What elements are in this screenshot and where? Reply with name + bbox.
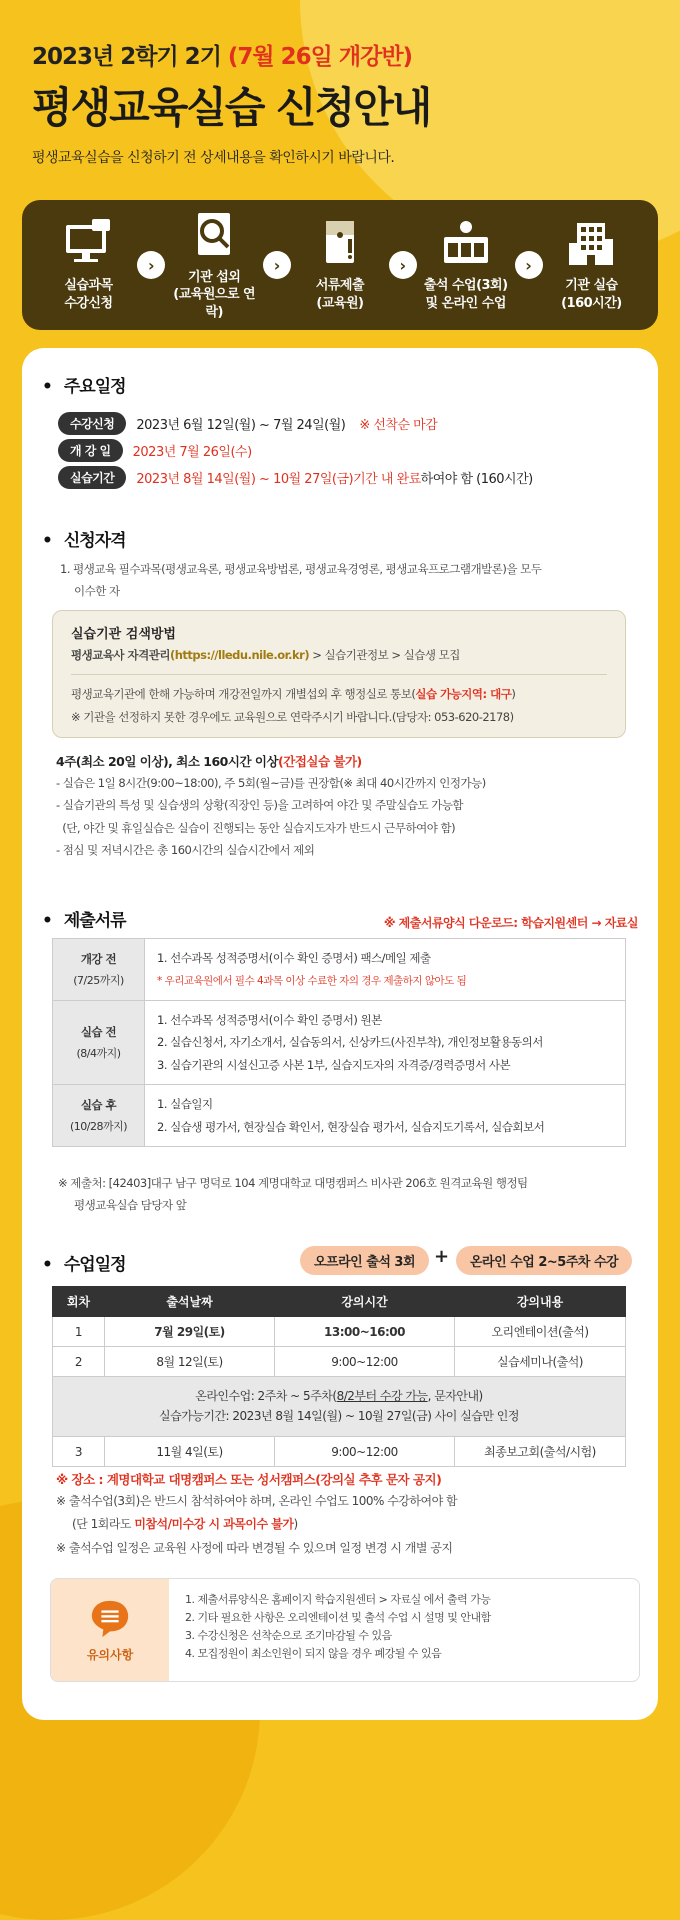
step-4: [418, 217, 514, 312]
step-3: [292, 217, 388, 312]
row-label: 개강 전 (7/25까지): [53, 939, 145, 1001]
section-title-schedule: • 주요일정: [42, 372, 126, 397]
table-row: 1 7월 29일(토) 13:00~16:00 오리엔테이션(출석): [53, 1317, 626, 1347]
place-note: ※ 장소 : 계명대학교 대명캠퍼스 또는 성서캠퍼스(강의실 추후 문자 공지): [56, 1472, 442, 1487]
schedule-label: 개 강 일: [58, 439, 123, 462]
row-label: 실습 후 (10/28까지): [53, 1085, 145, 1147]
schedule-list: [58, 410, 533, 491]
divider: [71, 674, 607, 675]
requirement-main: 4주(최소 20일 이상), 최소 160시간 이상(간접실습 불가): [56, 754, 362, 769]
section-title-classes: • 수업일정: [42, 1250, 126, 1275]
chevron-right-icon: ›: [515, 251, 543, 279]
column-header: 출석날짜: [105, 1287, 275, 1317]
row-label: 실습 전 (8/4까지): [53, 1000, 145, 1084]
box-title: 실습기관 검색방법: [71, 627, 176, 642]
table-header: [53, 1287, 626, 1317]
schedule-label: 수강신청: [58, 412, 126, 435]
row-content: 1. 실습일지 2. 실습생 평가서, 현장실습 확인서, 현장실습 평가서, 실습지도기록서, 실습회보서: [145, 1085, 626, 1147]
speech-bubble-icon: [89, 1598, 131, 1640]
process-steps: [22, 200, 658, 330]
submission-address: ※ 제출처: [42403]대구 남구 명덕로 104 계명대학교 대명캠퍼스 비사관 206호 원격교육원 행정팀 평생교육실습 담당자 앞: [58, 1176, 528, 1213]
schedule-row: [58, 464, 533, 491]
page-title: 평생교육실습 신청안내: [32, 83, 431, 132]
requirements: [56, 752, 636, 862]
subtitle-highlight: (7월 26일 개강반): [227, 44, 413, 70]
content-card: [22, 348, 658, 1720]
step-5: [543, 217, 639, 312]
online-info: 온라인수업: 2주차 ~ 5주차(8/2부터 수강 가능, 문자안내) 실습가능기간: 2023년 8월 14일(월) ~ 10월 27일(금) 사이 실습만 인정: [53, 1377, 626, 1437]
schedule-note: ※ 선착순 마감: [359, 418, 438, 433]
step-label: 기관 실습 (160시간): [561, 278, 622, 311]
attendance-note: ※ 출석수업(3회)은 반드시 참석하여야 하며, 온라인 수업도 100% 수강하여야 함 (단 1회라도 미참석/미수강 시 과목이수 불가) ※ 출석수업 일정은 교육원 사정에 따라 변경될 수 있으며 일정 변경 시 개별 공지: [56, 1494, 458, 1555]
site-link[interactable]: (https://lledu.nile.or.kr): [169, 648, 310, 662]
section-title-documents: • 제출서류: [42, 906, 126, 931]
table-row: [53, 939, 626, 1001]
section-title-eligibility: • 신청자격: [42, 526, 126, 551]
notice-label-area: [51, 1579, 169, 1681]
chevron-right-icon: ›: [263, 251, 291, 279]
notice-item: 4. 모집정원이 최소인원이 되지 않을 경우 폐강될 수 있음: [185, 1647, 442, 1661]
table-row: [53, 1085, 626, 1147]
chevron-right-icon: ›: [137, 251, 165, 279]
subtitle-text: 2023년 2학기 2기: [32, 44, 228, 70]
table-row: [53, 1000, 626, 1084]
plus-sign: +: [434, 1246, 450, 1267]
schedule-row: [58, 437, 533, 464]
step-label: 실습과목 수강신청: [64, 278, 113, 311]
schedule-suffix: 하여야 함 (160시간): [420, 472, 533, 487]
schedule-row: [58, 410, 533, 437]
table-row: [53, 1377, 626, 1437]
envelope-icon: [314, 217, 366, 269]
step-2: [166, 209, 262, 322]
page-header: [32, 38, 652, 167]
classroom-icon: [440, 217, 492, 269]
download-link[interactable]: ※ 제출서류양식 다운로드: 학습지원센터 → 자료실: [383, 916, 638, 930]
class-notes: [56, 1470, 646, 1560]
building-icon: [565, 217, 617, 269]
chevron-right-icon: ›: [389, 251, 417, 279]
schedule-value: 2023년 6월 12일(월) ~ 7월 24일(월): [136, 418, 346, 433]
notice-box: [50, 1578, 640, 1682]
notice-item: 3. 수강신청은 선착순으로 조기마감될 수 있음: [185, 1629, 392, 1643]
page-subtitle: [32, 38, 652, 71]
column-header: 강의내용: [455, 1287, 626, 1317]
step-label: 기관 섭외 (교육원으로 연락): [173, 269, 256, 320]
notice-label: 유의사항: [86, 1647, 134, 1662]
computer-icon: [62, 217, 114, 269]
eligibility-item: 1. 평생교육 필수과목(평생교육론, 평생교육방법론, 평생교육경영론, 평생교육프로그램개발론)을 모두 이수한 자: [60, 562, 542, 599]
schedule-label: 실습기간: [58, 466, 126, 489]
offline-tag: 오프라인 출석 3회: [300, 1246, 429, 1275]
step-label: 출석 수업(3회) 및 온라인 수업: [423, 278, 508, 311]
row-content: 1. 선수과목 성적증명서(이수 확인 증명서) 팩스/메일 제출 * 우리교육원에서 필수 4과목 이상 수료한 자의 경우 제출하지 않아도 됨: [145, 939, 626, 1001]
search-document-icon: [188, 209, 240, 261]
page-description: 평생교육실습을 신청하기 전 상세내용을 확인하시기 바랍니다.: [32, 150, 395, 166]
class-table: [52, 1286, 626, 1467]
search-method-box: [52, 610, 626, 738]
column-header: 강의시간: [275, 1287, 455, 1317]
row-content: 1. 선수과목 성적증명서(이수 확인 증명서) 원본 2. 실습신청서, 자기소개서, 실습동의서, 신상카드(사진부착), 개인정보활용동의서 3. 실습기관의 시설신고증 사본 1부, 실습지도자의 자격증/경력증명서 사본: [145, 1000, 626, 1084]
documents-table: [52, 938, 626, 1147]
column-header: 회차: [53, 1287, 105, 1317]
online-tag: 온라인 수업 2~5주차 수강: [456, 1246, 632, 1275]
notice-items: [169, 1579, 507, 1681]
box-line: 평생교육기관에 한해 가능하며 개강전일까지 개별섭외 후 행정실로 통보(실습 가능지역: 대구) ※ 기관을 선정하지 못한 경우에도 교육원으로 연락주시기 바랍니다.(담당자: 053-620-2178): [71, 687, 516, 724]
notice-item: 2. 기타 필요한 사항은 오리엔테이션 및 출석 수업 시 설명 및 안내함: [185, 1611, 491, 1625]
step-label: 서류제출 (교육원): [315, 278, 365, 311]
notice-item: 1. 제출서류양식은 홈페이지 학습지원센터 > 자료실 에서 출력 가능: [185, 1593, 491, 1606]
schedule-value: 2023년 7월 26일(수): [132, 445, 252, 460]
schedule-value: 2023년 8월 14일(월) ~ 10월 27일(금)기간 내 완료: [136, 472, 421, 487]
table-row: 3 11월 4일(토) 9:00~12:00 최종보고회(출석/시험): [53, 1437, 626, 1467]
requirement-items: - 실습은 1일 8시간(9:00~18:00), 주 5회(월~금)를 권장함(※ 최대 40시간까지 인정가능) - 실습기관의 특성 및 실습생의 상황(직장인 등)을 고려하여 야간 및 주말실습도 가능함 (단, 야간 및 휴일실습은 실습이 진행되는 동안 실습지도자가 반드시 근무하여야 함) - 점심 및 저녁시간은 총 160시간의 실습시간에서 제외: [56, 776, 486, 858]
step-1: [40, 217, 136, 312]
table-row: 2 8월 12일(토) 9:00~12:00 실습세미나(출석): [53, 1347, 626, 1377]
box-path: 평생교육사 자격관리(https://lledu.nile.or.kr) > 실습기관정보 > 실습생 모집: [71, 648, 460, 662]
